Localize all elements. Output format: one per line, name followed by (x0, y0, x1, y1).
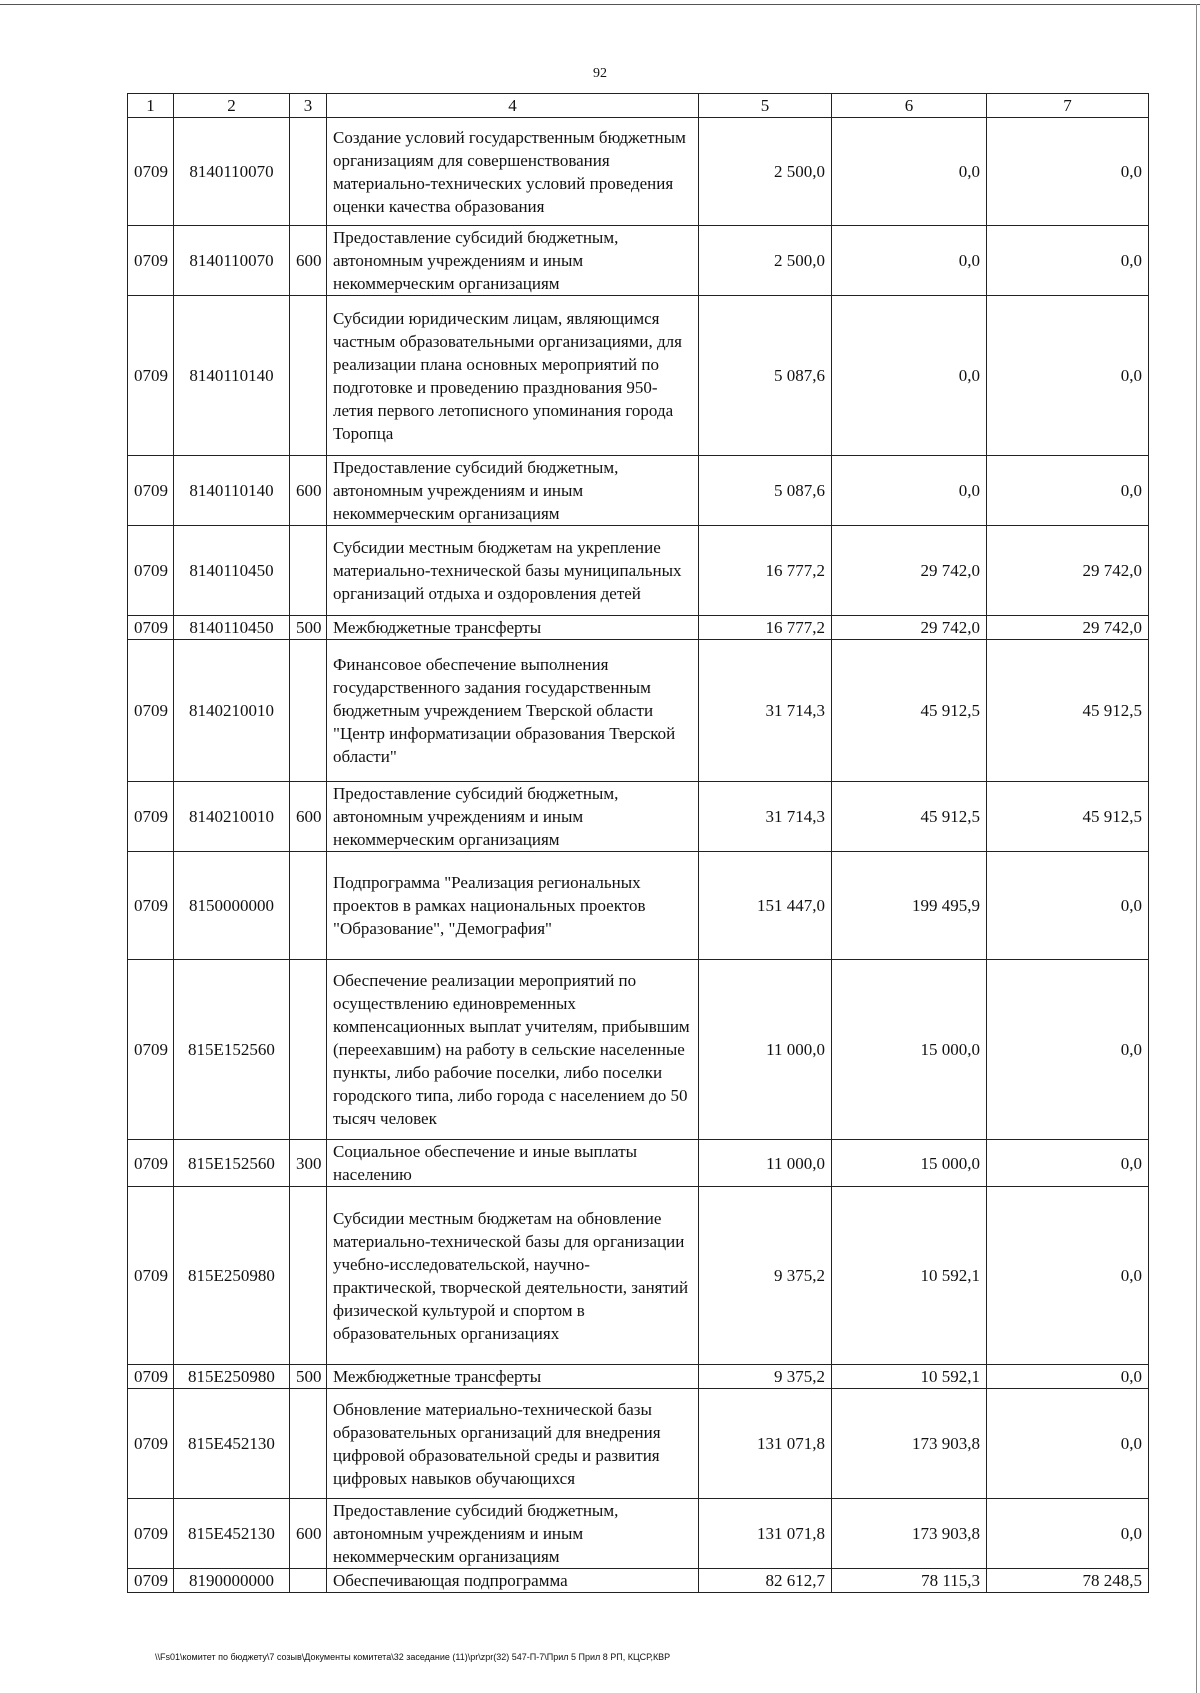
table-row (128, 782, 1149, 852)
amount-col7-cell: 45 912,5 (987, 640, 1149, 782)
expense-type-cell (290, 296, 327, 456)
expense-type-cell: 600 (290, 456, 327, 526)
section-code-cell: 0709 (128, 226, 174, 296)
section-code-cell: 0709 (128, 1140, 174, 1187)
expense-type-cell: 500 (290, 1365, 327, 1389)
item-name-cell: Социальное обеспечение и иные выплаты населению (327, 1140, 699, 1187)
amount-col6-cell: 15 000,0 (832, 1140, 987, 1187)
amount-col6-cell: 29 742,0 (832, 616, 987, 640)
amount-col7-cell: 29 742,0 (987, 526, 1149, 616)
amount-col6-cell: 78 115,3 (832, 1569, 987, 1593)
amount-col7-cell: 0,0 (987, 1389, 1149, 1499)
amount-col6-cell: 15 000,0 (832, 960, 987, 1140)
target-code-cell: 8140110450 (174, 616, 290, 640)
amount-col5-cell: 16 777,2 (699, 526, 832, 616)
amount-col7-cell: 0,0 (987, 1499, 1149, 1569)
section-code-cell: 0709 (128, 1499, 174, 1569)
target-code-cell: 815E452130 (174, 1389, 290, 1499)
table-row (128, 960, 1149, 1140)
amount-col7-cell: 0,0 (987, 226, 1149, 296)
target-code-cell: 8140110140 (174, 456, 290, 526)
expense-type-cell (290, 852, 327, 960)
amount-col5-cell: 131 071,8 (699, 1389, 832, 1499)
header-cell: 5 (699, 94, 832, 118)
expense-type-cell (290, 1187, 327, 1365)
item-name-cell: Предоставление субсидий бюджетным, автономным учреждениям и иным некоммерческим организациям (327, 456, 699, 526)
amount-col6-cell: 10 592,1 (832, 1187, 987, 1365)
item-name-cell: Обеспечение реализации мероприятий по осуществлению единовременных компенсационных выплат учителям, прибывшим (переехавшим) на работу в сельские населенные пункты, либо рабочие поселки, либо поселки городского типа, либо города с населением до 50 тысяч человек (327, 960, 699, 1140)
table-row (128, 226, 1149, 296)
footer-file-path: \\Fs01\комитет по бюджету\7 созыв\Документы комитета\32 заседание (11)\pr\zpr(32) 547-П-7\Прил 5 Прил 8 РП, КЦСР,КВР (155, 1652, 671, 1662)
section-code-cell: 0709 (128, 1569, 174, 1593)
section-code-cell: 0709 (128, 960, 174, 1140)
amount-col5-cell: 2 500,0 (699, 226, 832, 296)
amount-col5-cell: 9 375,2 (699, 1187, 832, 1365)
section-code-cell: 0709 (128, 1365, 174, 1389)
table-row (128, 456, 1149, 526)
amount-col7-cell: 0,0 (987, 456, 1149, 526)
table-row (128, 1389, 1149, 1499)
amount-col7-cell: 29 742,0 (987, 616, 1149, 640)
target-code-cell: 8140110070 (174, 118, 290, 226)
section-code-cell: 0709 (128, 616, 174, 640)
expense-type-cell (290, 640, 327, 782)
amount-col7-cell: 0,0 (987, 1140, 1149, 1187)
item-name-cell: Подпрограмма "Реализация региональных проектов в рамках национальных проектов "Образование", "Демография" (327, 852, 699, 960)
amount-col7-cell: 78 248,5 (987, 1569, 1149, 1593)
amount-col5-cell: 31 714,3 (699, 782, 832, 852)
amount-col5-cell: 5 087,6 (699, 456, 832, 526)
amount-col6-cell: 0,0 (832, 456, 987, 526)
amount-col5-cell: 5 087,6 (699, 296, 832, 456)
amount-col6-cell: 45 912,5 (832, 782, 987, 852)
amount-col5-cell: 9 375,2 (699, 1365, 832, 1389)
amount-col6-cell: 29 742,0 (832, 526, 987, 616)
expense-type-cell: 500 (290, 616, 327, 640)
amount-col6-cell: 45 912,5 (832, 640, 987, 782)
amount-col5-cell: 151 447,0 (699, 852, 832, 960)
table-row (128, 1499, 1149, 1569)
expense-type-cell: 600 (290, 782, 327, 852)
table-row (128, 1140, 1149, 1187)
section-code-cell: 0709 (128, 1187, 174, 1365)
target-code-cell: 8140110070 (174, 226, 290, 296)
item-name-cell: Субсидии юридическим лицам, являющимся частным образовательными организациями, для реализации плана основных мероприятий по подготовке и проведению празднования 950-летия первого летописного упоминания города Торопца (327, 296, 699, 456)
amount-col5-cell: 16 777,2 (699, 616, 832, 640)
amount-col6-cell: 0,0 (832, 118, 987, 226)
amount-col6-cell: 199 495,9 (832, 852, 987, 960)
amount-col7-cell: 0,0 (987, 296, 1149, 456)
table-row (128, 526, 1149, 616)
amount-col5-cell: 11 000,0 (699, 960, 832, 1140)
expense-type-cell (290, 1569, 327, 1593)
target-code-cell: 8140210010 (174, 782, 290, 852)
budget-table (127, 93, 1149, 1593)
target-code-cell: 8140110450 (174, 526, 290, 616)
target-code-cell: 815E152560 (174, 1140, 290, 1187)
target-code-cell: 815E152560 (174, 960, 290, 1140)
amount-col7-cell: 0,0 (987, 118, 1149, 226)
amount-col7-cell: 0,0 (987, 960, 1149, 1140)
amount-col5-cell: 131 071,8 (699, 1499, 832, 1569)
top-border-line (0, 4, 1200, 5)
expense-type-cell: 600 (290, 1499, 327, 1569)
header-cell: 3 (290, 94, 327, 118)
item-name-cell: Межбюджетные трансферты (327, 1365, 699, 1389)
expense-type-cell: 300 (290, 1140, 327, 1187)
amount-col7-cell: 45 912,5 (987, 782, 1149, 852)
right-border-line (1196, 4, 1197, 1693)
item-name-cell: Обновление материально-технической базы образовательных организаций для внедрения цифровой образовательной среды и развития цифровых навыков обучающихся (327, 1389, 699, 1499)
section-code-cell: 0709 (128, 640, 174, 782)
target-code-cell: 8140110140 (174, 296, 290, 456)
target-code-cell: 815E250980 (174, 1187, 290, 1365)
section-code-cell: 0709 (128, 782, 174, 852)
item-name-cell: Субсидии местным бюджетам на укрепление материально-технической базы муниципальных организаций отдыха и оздоровления детей (327, 526, 699, 616)
expense-type-cell: 600 (290, 226, 327, 296)
item-name-cell: Предоставление субсидий бюджетным, автономным учреждениям и иным некоммерческим организациям (327, 226, 699, 296)
table-row (128, 118, 1149, 226)
header-row (128, 94, 1149, 118)
expense-type-cell (290, 118, 327, 226)
expense-type-cell (290, 1389, 327, 1499)
table-row (128, 640, 1149, 782)
amount-col6-cell: 173 903,8 (832, 1389, 987, 1499)
item-name-cell: Создание условий государственным бюджетным организациям для совершенствования материально-технических условий проведения оценки качества образования (327, 118, 699, 226)
table-row (128, 1187, 1149, 1365)
table-row (128, 616, 1149, 640)
target-code-cell: 8140210010 (174, 640, 290, 782)
header-cell: 4 (327, 94, 699, 118)
target-code-cell: 8150000000 (174, 852, 290, 960)
table-row (128, 1569, 1149, 1593)
item-name-cell: Финансовое обеспечение выполнения государственного задания государственным бюджетным учреждением Тверской области "Центр информатизации образования Тверской области" (327, 640, 699, 782)
table-body (128, 94, 1149, 1593)
page-number: 92 (593, 66, 607, 81)
amount-col6-cell: 0,0 (832, 226, 987, 296)
item-name-cell: Обеспечивающая подпрограмма (327, 1569, 699, 1593)
amount-col6-cell: 173 903,8 (832, 1499, 987, 1569)
header-cell: 2 (174, 94, 290, 118)
amount-col6-cell: 0,0 (832, 296, 987, 456)
target-code-cell: 815E452130 (174, 1499, 290, 1569)
table-row (128, 1365, 1149, 1389)
amount-col5-cell: 31 714,3 (699, 640, 832, 782)
amount-col6-cell: 10 592,1 (832, 1365, 987, 1389)
expense-type-cell (290, 526, 327, 616)
section-code-cell: 0709 (128, 456, 174, 526)
amount-col7-cell: 0,0 (987, 1365, 1149, 1389)
table-row (128, 852, 1149, 960)
table-row (128, 296, 1149, 456)
item-name-cell: Предоставление субсидий бюджетным, автономным учреждениям и иным некоммерческим организациям (327, 782, 699, 852)
item-name-cell: Субсидии местным бюджетам на обновление материально-технической базы для организации учебно-исследовательской, научно-практической, творческой деятельности, занятий физической культурой и спортом в образовательных организациях (327, 1187, 699, 1365)
target-code-cell: 8190000000 (174, 1569, 290, 1593)
section-code-cell: 0709 (128, 296, 174, 456)
section-code-cell: 0709 (128, 1389, 174, 1499)
amount-col5-cell: 2 500,0 (699, 118, 832, 226)
header-cell: 7 (987, 94, 1149, 118)
section-code-cell: 0709 (128, 118, 174, 226)
section-code-cell: 0709 (128, 526, 174, 616)
amount-col5-cell: 11 000,0 (699, 1140, 832, 1187)
expense-type-cell (290, 960, 327, 1140)
target-code-cell: 815E250980 (174, 1365, 290, 1389)
header-cell: 1 (128, 94, 174, 118)
header-cell: 6 (832, 94, 987, 118)
item-name-cell: Межбюджетные трансферты (327, 616, 699, 640)
section-code-cell: 0709 (128, 852, 174, 960)
amount-col7-cell: 0,0 (987, 852, 1149, 960)
item-name-cell: Предоставление субсидий бюджетным, автономным учреждениям и иным некоммерческим организациям (327, 1499, 699, 1569)
amount-col5-cell: 82 612,7 (699, 1569, 832, 1593)
amount-col7-cell: 0,0 (987, 1187, 1149, 1365)
